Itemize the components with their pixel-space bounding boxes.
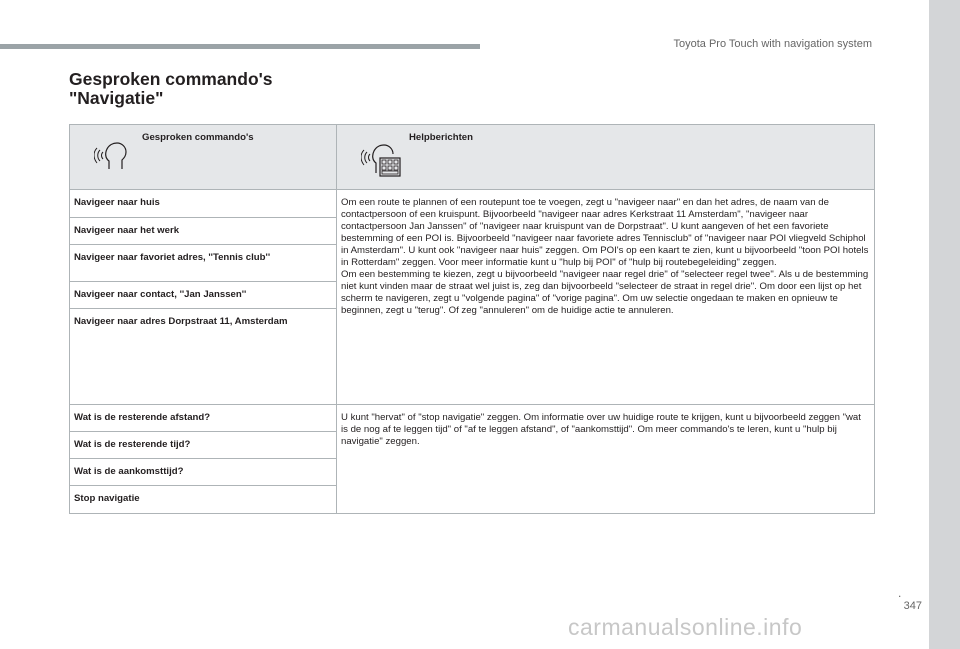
table-header-help-label: Helpberichten xyxy=(409,132,473,143)
command-cell: Stop navigatie xyxy=(70,486,337,514)
watermark: carmanualsonline.info xyxy=(568,614,803,640)
voice-help-screen-icon xyxy=(361,139,403,179)
command-cell: Wat is de resterende afstand? xyxy=(70,405,337,432)
table-row xyxy=(70,405,875,432)
command-cell: Navigeer naar adres Dorpstraat 11, Amsterdam xyxy=(70,309,337,405)
page-title-line2: "Navigatie" xyxy=(69,88,164,108)
command-cell: Navigeer naar het werk xyxy=(70,218,337,245)
help-cell-route: U kunt "hervat" of "stop navigatie" zeggen. Om informatie over uw huidige route te krijgen, kunt u bijvoorbeeld zeggen "wat is de nog af te leggen tijd" of "af te leggen afstand", of "aankomsttijd". Om meer commando's te leren, kunt u "hulp bij navigatie" zeggen. xyxy=(337,405,875,514)
help-cell-navigation xyxy=(337,190,875,405)
help-text-navigation: Om een route te plannen of een routepunt toe te voegen, zegt u "navigeer naar" en dan het adres, de naam van de contactpersoon of een kruispunt. Bijvoorbeeld "navigeer naar adres Kerkstraat 11 Amsterdam", "navigeer naar contactpersoon Jan Janssen" of "navigeer naar kruispunt van de Dorpstraat". U kunt aangeven of het een favoriete bestemming of een POI is. Bijvoorbeeld "navigeer naar favoriete adres Tennisclub" of "navigeer naar POI vliegveld Schiphol in Amsterdam". U kunt ook "navigeer naar huis" zeggen. Om POI's op een kaart te zien, kunt u bijvoorbeeld "toon POI hotels in Rotterdam" zeggen. Voor meer informatie kunt u "hulp bij POI" of "hulp bij routebegeleiding" zeggen. xyxy=(341,197,869,268)
command-cell: Wat is de aankomsttijd? xyxy=(70,459,337,486)
table-header-help xyxy=(337,125,875,190)
page-number: 347 xyxy=(903,600,922,612)
running-title: Toyota Pro Touch with navigation system xyxy=(673,38,872,50)
side-strip xyxy=(929,0,960,649)
page-title xyxy=(69,70,273,108)
voice-command-icon xyxy=(94,139,130,173)
command-cell: Navigeer naar contact, ''Jan Janssen'' xyxy=(70,282,337,309)
table-header-row xyxy=(70,125,875,190)
voice-command-table xyxy=(69,124,875,514)
help-text-navigation-2: Om een bestemming te kiezen, zegt u bijvoorbeeld "navigeer naar regel drie" of "selecteer regel twee". Als u de bestemming niet kunt vinden maar de straat wel juist is, zeg dan bijvoorbeeld "selecteer de straat in regel drie". Om door een lijst op het scherm te navigeren, zegt u "volgende pagina" of "vorige pagina". Om uw selectie ongedaan te maken en opnieuw te beginnen, zegt u "terug". Of zeg "annuleren" om de huidige actie te annuleren. xyxy=(341,269,869,316)
page-title-line1: Gesproken commando's xyxy=(69,69,273,89)
command-cell: Wat is de resterende tijd? xyxy=(70,432,337,459)
command-cell: Navigeer naar huis xyxy=(70,190,337,218)
command-cell: Navigeer naar favoriet adres, ''Tennis club'' xyxy=(70,245,337,282)
table-header-commands xyxy=(70,125,337,190)
table-row xyxy=(70,190,875,218)
table-header-commands-label: Gesproken commando's xyxy=(142,132,254,143)
header-rule xyxy=(0,44,480,49)
page-dot: . xyxy=(898,586,902,600)
